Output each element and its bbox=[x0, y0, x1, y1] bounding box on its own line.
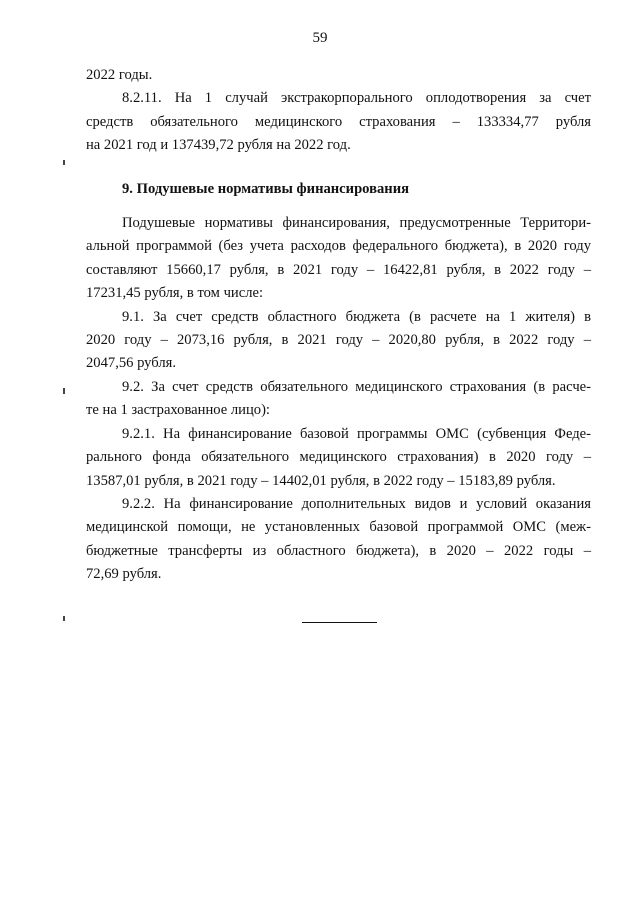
text-line: средств обязательного медицинского страхования – 133334,77 рубля bbox=[86, 113, 591, 130]
text-line: 2022 годы. bbox=[86, 67, 153, 83]
paragraph-9-1 bbox=[86, 306, 591, 376]
margin-mark bbox=[63, 388, 65, 394]
text-line: 17231,45 рубля, в том числе: bbox=[86, 285, 264, 302]
text-line: 2047,56 рубля. bbox=[86, 355, 176, 372]
text-line: 2020 году – 2073,16 рубля, в 2021 году – 2020,80 рубля, в 2022 году – bbox=[86, 332, 591, 349]
paragraph-9-2-1 bbox=[86, 423, 591, 493]
paragraph-intro bbox=[86, 212, 591, 306]
text-line: медицинской помощи, не установленных базовой программой ОМС (меж- bbox=[86, 519, 591, 536]
text-line: Подушевые нормативы финансирования, предусмотренные Территори- bbox=[122, 215, 591, 232]
margin-mark bbox=[63, 616, 65, 621]
text-line: рального фонда обязательного медицинского страхования) в 2020 году – bbox=[86, 449, 591, 466]
text-line: 9.2.1. На финансирование базовой программы ОМС (субвенция Феде- bbox=[122, 425, 591, 442]
text-line: составляют 15660,17 рубля, в 2021 году – 16422,81 рубля, в 2022 году – bbox=[86, 261, 591, 278]
page-number: 59 bbox=[312, 30, 328, 46]
text-line: на 2021 год и 137439,72 рубля на 2022 год. bbox=[86, 137, 351, 154]
section-heading: 9. Подушевые нормативы финансирования bbox=[122, 180, 410, 197]
text-line: 9.2. За счет средств обязательного медицинского страхования (в расче- bbox=[122, 378, 591, 395]
text-line: альной программой (без учета расходов федерального бюджета), в 2020 году bbox=[86, 238, 591, 255]
paragraph-8-2-11 bbox=[86, 87, 591, 157]
text-line: бюджетные трансферты из областного бюджета), в 2020 – 2022 годы – bbox=[86, 542, 591, 559]
paragraph-9-2-2 bbox=[86, 493, 591, 587]
end-rule-divider bbox=[302, 622, 377, 623]
text-line: 13587,01 рубля, в 2021 году – 14402,01 рубля, в 2022 году – 15183,89 рубля. bbox=[86, 472, 556, 489]
document-body bbox=[86, 64, 591, 587]
text-line: 8.2.11. На 1 случай экстракорпорального оплодотворения за счет bbox=[122, 90, 591, 107]
text-line: те на 1 застрахованное лицо): bbox=[86, 402, 270, 419]
text-line: 9.2.2. На финансирование дополнительных видов и условий оказания bbox=[122, 495, 591, 512]
text-line: 9.1. За счет средств областного бюджета (в расчете на 1 жителя) в bbox=[122, 308, 591, 325]
margin-mark bbox=[63, 160, 65, 165]
paragraph-9-2 bbox=[86, 376, 591, 423]
text-line: 72,69 рубля. bbox=[86, 566, 162, 583]
